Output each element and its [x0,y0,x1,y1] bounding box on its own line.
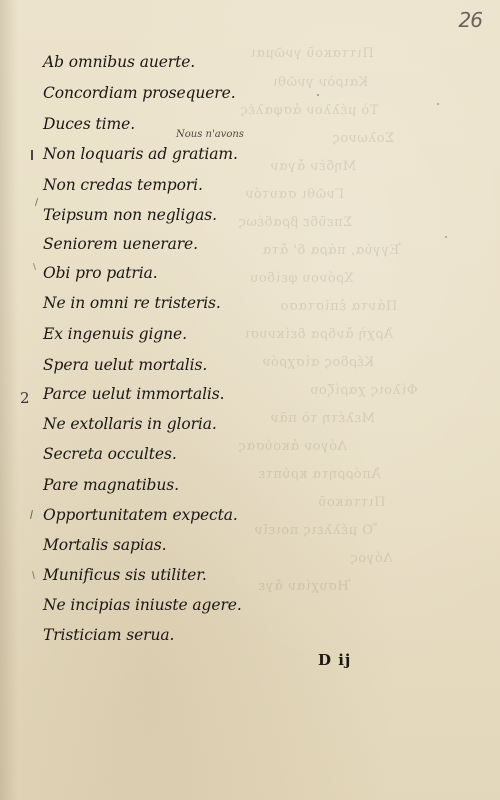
bleed-through-line: Λόγον ἀκούσας [238,439,347,454]
maxim-line: Munificus sis utiliter. [43,566,207,584]
bleed-through-line: Σπεῦδε βραδέως [238,215,353,230]
maxim-line: Teipsum non negligas. [43,206,217,224]
gutter-shadow [0,0,18,800]
maxim-line: Obi pro patria. [43,264,158,282]
maxim-line: Ne extollaris in gloria. [43,415,217,433]
bleed-through-line: Καιρὸν γνῶθι [272,75,369,90]
maxim-line: Ne in omni re tristeris. [43,294,221,312]
maxim-line: Duces time. [43,115,136,133]
margin-mark [30,510,33,519]
bleed-through-line: Ἡσυχίαν ἄγε [258,579,351,594]
maxim-line: Ne incipias iniuste agere. [43,596,242,614]
margin-mark [35,198,38,206]
bleed-through-line: Πάντα ἐπίστασο [280,299,398,314]
maxim-line: Pare magnatibus. [43,476,179,494]
signature-mark: D ij [318,651,352,669]
bleed-through-line: Χρόνου φείδου [250,271,354,286]
maxim-line: Concordiam prosequere. [43,84,236,102]
ink-speck [445,236,447,238]
margin-number: 2 [20,389,30,407]
margin-note: Nous n'avons [176,129,244,140]
ink-speck [437,103,439,105]
maxim-line: Opportunitatem expecta. [43,506,238,524]
bleed-through-line: Πιττακοῦ [318,495,386,510]
bleed-through-line: Σολωνος [332,131,395,146]
bleed-through-line: Ἀρχὴ ἄνδρα δείκνυσι [244,327,393,342]
bleed-through-line: Τὸ μέλλον ἀσφαλές [240,103,379,118]
maxim-line: Non loquaris ad gratiam. [43,145,238,163]
maxim-line: Ex ingenuis gigne. [43,325,187,343]
margin-mark [32,571,35,579]
bleed-through-line: Κέρδος αἰσχρόν [262,355,375,370]
bleed-through-line: Μελέτη τὸ πᾶν [270,411,376,426]
maxim-line: Ab omnibus auerte. [43,53,196,71]
maxim-line: Mortalis sapias. [43,536,167,554]
bleed-through-line: Πιττακοῦ γνῶμαι [250,46,374,61]
bleed-through-line: Μηδὲν ἄγαν [270,159,357,174]
bleed-through-line: Ἀπόρρητα κρύπτε [258,467,381,482]
maxim-line: Spera uelut mortalis. [43,356,208,374]
bleed-through-line: Ἐγγύα, πάρα δ' ἄτα [262,243,401,258]
maxim-line: Tristiciam serua. [43,626,175,644]
bleed-through-line: Λόγος [350,551,393,566]
page-number: 26 [458,8,482,32]
bleed-through-line: Γνῶθι σαυτόν [245,187,345,202]
margin-mark [33,263,36,270]
maxim-line: Secreta occultes. [43,445,177,463]
ink-speck [317,94,319,96]
bleed-through-line: Ὃ μέλλεις ποιεῖν [254,523,377,538]
maxim-line: Seniorem uenerare. [43,235,198,253]
maxim-line: Parce uelut immortalis. [43,385,225,403]
maxim-line: Non credas tempori. [43,176,203,194]
bleed-through-line: Φίλοις χαρίζου [310,383,418,398]
margin-mark [31,150,33,160]
